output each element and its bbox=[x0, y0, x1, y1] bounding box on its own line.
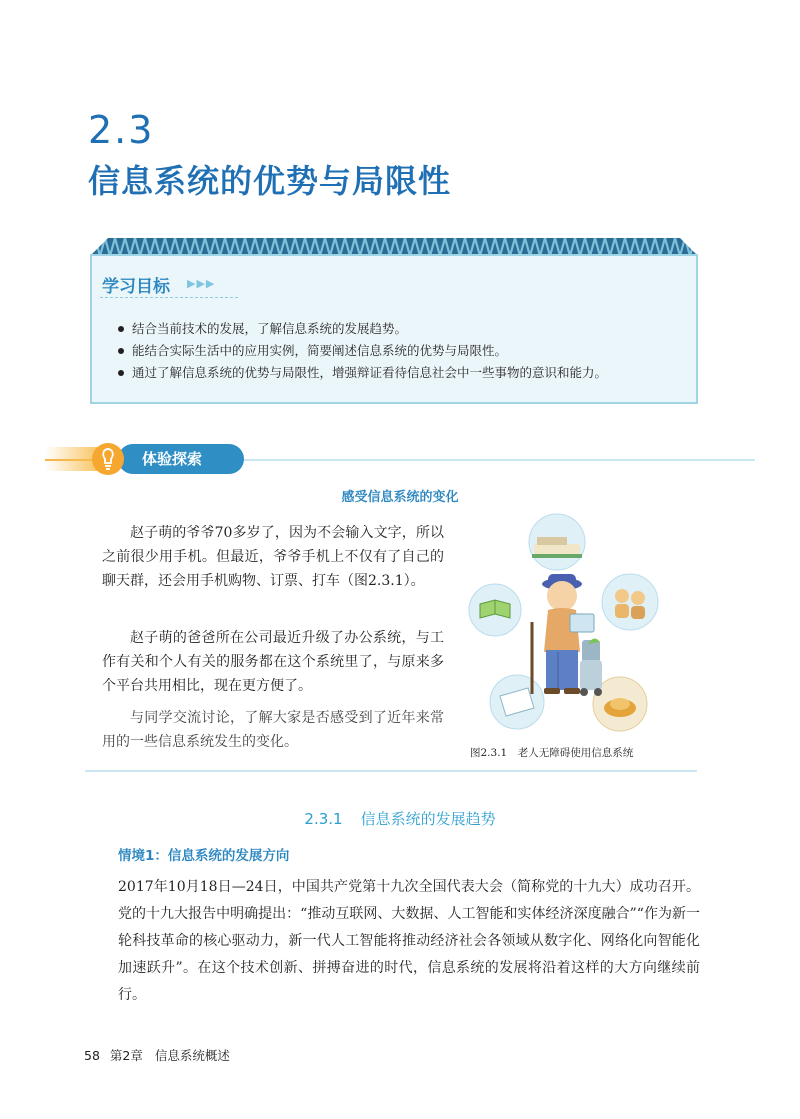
explore-subtitle: 感受信息系统的变化 bbox=[341, 490, 459, 505]
arrow-right-icon: ▶▶▶ bbox=[187, 277, 216, 290]
explore-label: 体验探索 bbox=[142, 450, 203, 468]
lightbulb-icon bbox=[92, 443, 124, 475]
ticket-icon bbox=[490, 675, 544, 729]
objective-item: 通过了解信息系统的优势与局限性，增强辩证看待信息社会中一些事物的意识和能力。 bbox=[118, 362, 688, 384]
scenario-body: 2017年10月18日—24日，中国共产党第十九次全国代表大会（简称党的十九大）成功召开。党的十九大报告中明确提出：“推动互联网、大数据、人工智能和实体经济深度融合”“作为新一轮科技革命的核心驱动力，新一代人工智能将推动经济社会各领域从数字化、网络化向智能化加速跃升”。在这个技术创新、拼搏奋进的时代，信息系统的发展将沿着这样的大方向继续前行。 bbox=[118, 879, 700, 1003]
chapter-title: 信息系统概述 bbox=[154, 1048, 230, 1063]
explore-paragraph: 赵子萌的爷爷70多岁了，因为不会输入文字，所以之前很少用手机。但最近，爷爷手机上不仅有了自己的聊天群，还会用手机购物、订票、打车（图2.3.1）。 bbox=[102, 525, 444, 589]
subsection-heading bbox=[0, 808, 800, 829]
section-number: 2.3 bbox=[88, 108, 155, 152]
objectives-heading-underline bbox=[100, 297, 238, 298]
objectives-heading: 学习目标 bbox=[102, 277, 170, 297]
objectives-list bbox=[118, 318, 688, 384]
subsection-number: 2.3.1 bbox=[304, 810, 343, 828]
figure-caption: 图2.3.1 老人无障碍使用信息系统 bbox=[470, 747, 634, 759]
objective-item: 结合当前技术的发展，了解信息系统的发展趋势。 bbox=[118, 318, 688, 340]
figure-elderly-using-tablet bbox=[462, 512, 702, 742]
elderly-man-illustration bbox=[532, 574, 602, 696]
scenario-title: 情境1：信息系统的发展方向 bbox=[118, 848, 290, 864]
objective-item: 能结合实际生活中的应用实例，简要阐述信息系统的优势与局限性。 bbox=[118, 340, 688, 362]
subsection-title: 信息系统的发展趋势 bbox=[360, 810, 496, 828]
book-icon bbox=[469, 584, 521, 636]
page-footer bbox=[84, 1046, 230, 1064]
train-icon bbox=[529, 514, 585, 570]
chapter-number: 第2章 bbox=[109, 1048, 143, 1063]
explore-paragraph: 与同学交流讨论，了解大家是否感受到了近年来常用的一些信息系统发生的变化。 bbox=[102, 710, 444, 750]
explore-paragraph: 赵子萌的爸爸所在公司最近升级了办公系统，与工作有关和个人有关的服务都在这个系统里了，与原来多个平台共用相比，现在更方便了。 bbox=[102, 630, 444, 694]
chat-group-icon bbox=[602, 574, 658, 630]
page-number: 58 bbox=[84, 1048, 100, 1063]
section-title: 信息系统的优势与局限性 bbox=[88, 162, 452, 200]
explore-section-divider bbox=[85, 770, 697, 772]
